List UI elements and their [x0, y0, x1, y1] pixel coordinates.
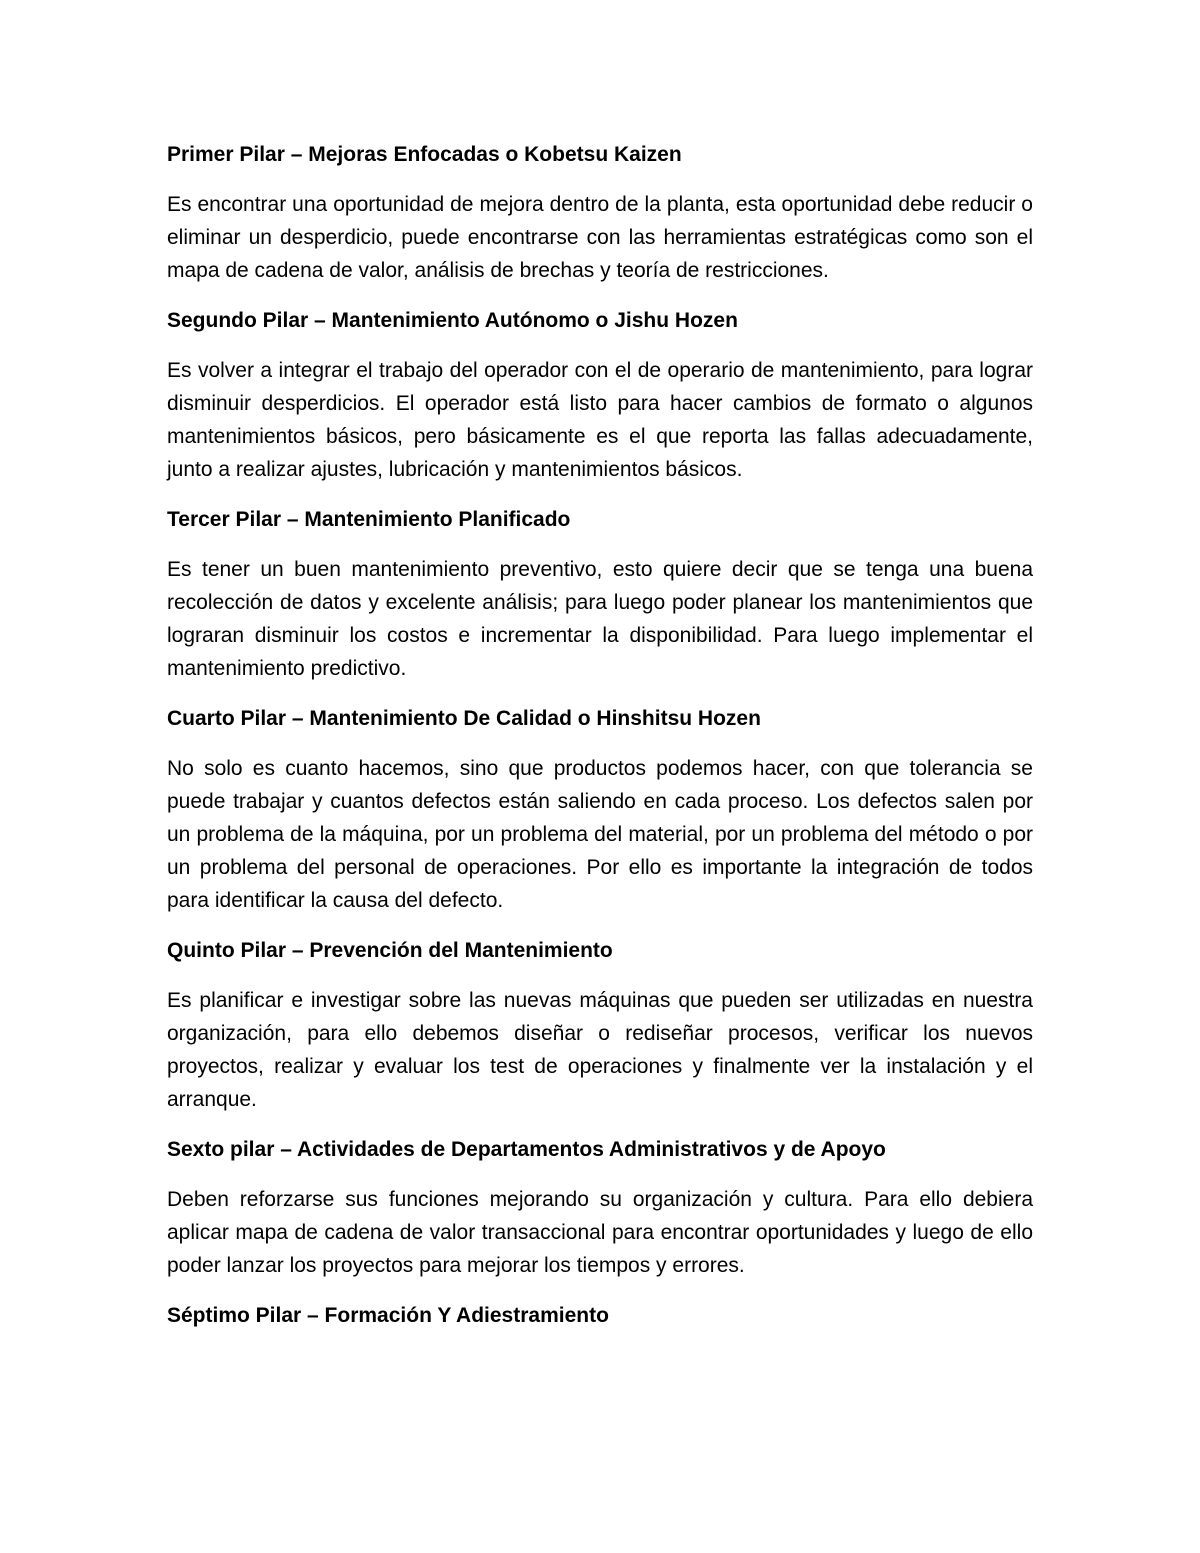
- section-heading-6: Sexto pilar – Actividades de Departamentos Administrativos y de Apoyo: [167, 1138, 886, 1161]
- section-body-2: Es volver a integrar el trabajo del operador con el de operario de mantenimiento, para lograr disminuir desperdicios. El operador está listo para hacer cambios de formato o algunos mantenimientos básicos, pero básicamente es el que reporta las fallas adecuadamente, junto a realizar ajustes, lubricación y mantenimientos básicos.: [167, 359, 1033, 481]
- section-body-1: Es encontrar una oportunidad de mejora dentro de la planta, esta oportunidad debe reducir o eliminar un desperdicio, puede encontrarse con las herramientas estratégicas como son el mapa de cadena de valor, análisis de brechas y teoría de restricciones.: [167, 193, 1033, 282]
- section-body-5: Es planificar e investigar sobre las nuevas máquinas que pueden ser utilizadas en nuestra organización, para ello debemos diseñar o rediseñar procesos, verificar los nuevos proyectos, realizar y evaluar los test de operaciones y finalmente ver la instalación y el arranque.: [167, 989, 1033, 1111]
- section-heading-3: Tercer Pilar – Mantenimiento Planificado: [167, 508, 571, 531]
- section-heading-4: Cuarto Pilar – Mantenimiento De Calidad o Hinshitsu Hozen: [167, 707, 761, 730]
- section-heading-7: Séptimo Pilar – Formación Y Adiestramiento: [167, 1304, 609, 1327]
- section-heading-5: Quinto Pilar – Prevención del Mantenimiento: [167, 939, 613, 962]
- section-body-3: Es tener un buen mantenimiento preventivo, esto quiere decir que se tenga una buena recolección de datos y excelente análisis; para luego poder planear los mantenimientos que lograran disminuir los costos e incrementar la disponibilidad. Para luego implementar el mantenimiento predictivo.: [167, 558, 1033, 680]
- section-heading-1: Primer Pilar – Mejoras Enfocadas o Kobetsu Kaizen: [167, 143, 682, 166]
- document-body: [167, 138, 1033, 1349]
- section-heading-2: Segundo Pilar – Mantenimiento Autónomo o Jishu Hozen: [167, 309, 738, 332]
- section-body-4: No solo es cuanto hacemos, sino que productos podemos hacer, con que tolerancia se puede trabajar y cuantos defectos están saliendo en cada proceso. Los defectos salen por un problema de la máquina, por un problema del material, por un problema del método o por un problema del personal de operaciones. Por ello es importante la integración de todos para identificar la causa del defecto.: [167, 757, 1033, 912]
- section-body-6: Deben reforzarse sus funciones mejorando su organización y cultura. Para ello debiera aplicar mapa de cadena de valor transaccional para encontrar oportunidades y luego de ello poder lanzar los proyectos para mejorar los tiempos y errores.: [167, 1188, 1033, 1277]
